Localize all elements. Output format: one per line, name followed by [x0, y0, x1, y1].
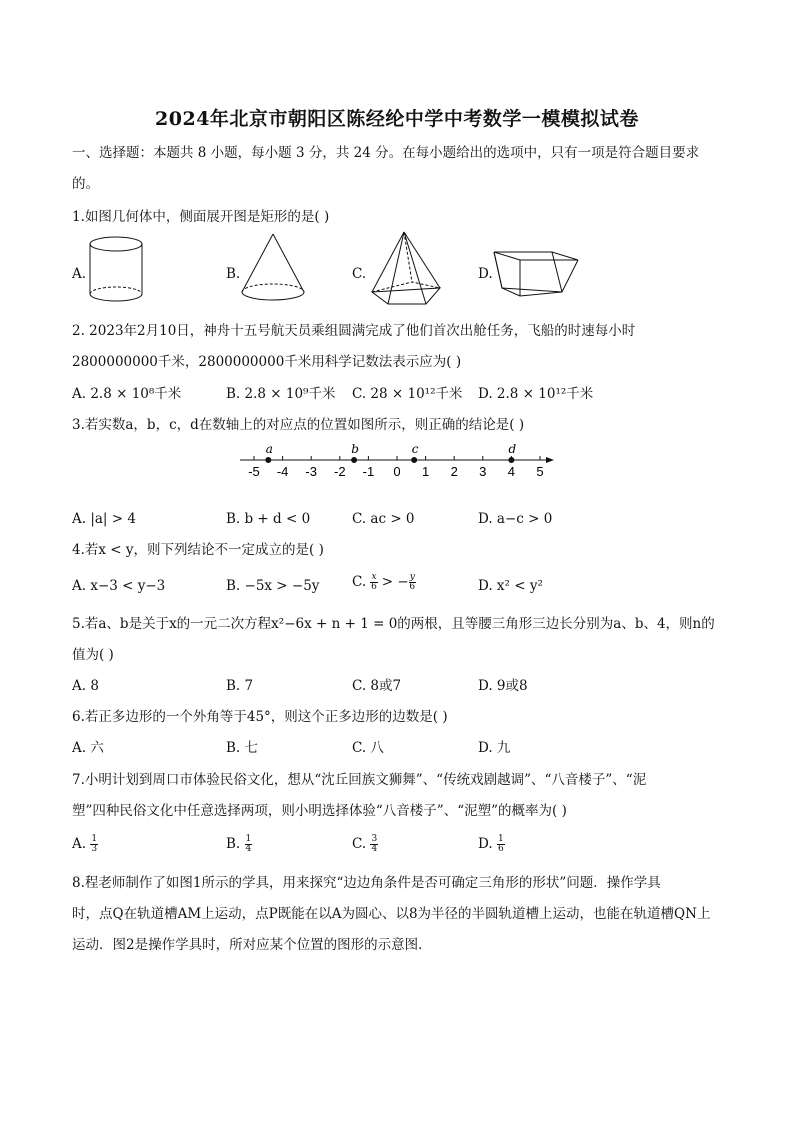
q4-frac-2: [409, 573, 416, 592]
q4-frac-2-num: y: [409, 572, 415, 582]
q1-stem: 1.如图几何体中，侧面展开图是矩形的是( ): [72, 209, 330, 225]
q7-option-c-label: C.: [352, 836, 367, 852]
q6-option-a: A. 六: [72, 740, 104, 756]
q7-option-a: [72, 834, 98, 854]
q7-b-num: 1: [245, 834, 252, 844]
number-line-point-label-a: a: [265, 442, 273, 456]
q2-option-a: A. 2.8 × 10⁸千米: [72, 386, 182, 402]
q7-option-a-frac: [90, 835, 98, 854]
q7-option-d: [478, 834, 505, 854]
number-line-point-label-c: c: [411, 442, 419, 456]
number-line-tick-label: -2: [334, 464, 346, 479]
q4-frac-2-den: 6: [409, 582, 416, 592]
q7-c-den: 4: [371, 844, 378, 854]
q1-option-c-label: C.: [352, 266, 367, 282]
q7-option-b-label: B.: [226, 836, 241, 852]
q1-option-a-label: A.: [72, 266, 87, 282]
q7-option-d-frac: [497, 835, 505, 854]
q7-a-den: 3: [91, 844, 98, 854]
number-line-tick-label: -4: [276, 464, 289, 479]
q5-option-c: C. 8或7: [352, 678, 402, 694]
q7-stem-line1: 7.小明计划到周口市体验民俗文化，想从“沈丘回族文狮舞”、“传统戏剧越调”、“八音楼子”、“泥: [72, 772, 647, 788]
q7-stem-line2: 塑”四种民俗文化中任意选择两项，则小明选择体验“八音楼子”、“泥塑”的概率为( ): [72, 803, 567, 819]
number-line: [236, 440, 566, 484]
cone-icon: [238, 232, 308, 308]
q5-option-b: B. 7: [226, 678, 254, 694]
q2-option-d: D. 2.8 × 10¹²千米: [478, 386, 594, 402]
q7-d-num: 1: [497, 834, 504, 844]
q4-option-c: [352, 572, 416, 592]
page-title: 2024年北京市朝阳区陈经纶中学中考数学一模模拟试卷: [155, 108, 639, 130]
q4-stem: 4.若x < y，则下列结论不一定成立的是( ): [72, 542, 324, 558]
number-line-tick-label: 5: [536, 464, 544, 479]
number-line-tick-label: 0: [393, 464, 401, 479]
q8-stem-line3: 运动．图2是操作学具时，所对应某个位置的图形的示意图．: [72, 937, 432, 953]
q7-option-c-frac: [370, 835, 378, 854]
q7-option-b: [226, 834, 252, 854]
q4-option-a: A. x−3 < y−3: [72, 578, 166, 594]
q4-option-d: D. x² < y²: [478, 578, 543, 594]
q5-stem-line2: 值为( ): [72, 647, 114, 663]
prism-icon: [492, 244, 584, 300]
number-line-tick-label: -1: [362, 464, 375, 479]
q6-option-d: D. 九: [478, 740, 511, 756]
number-line-arrow: [546, 457, 554, 463]
q4-option-b: B. −5x > −5y: [226, 578, 320, 594]
section-heading-cont: 的。: [72, 176, 99, 192]
section-heading: 一、选择题：本题共 8 小题，每小题 3 分，共 24 分。在每小题给出的选项中，只有一项是符合题目要求: [72, 145, 700, 161]
q3-option-a: A. |a| > 4: [72, 511, 136, 527]
q5-option-d: D. 9或8: [478, 678, 528, 694]
q6-option-b: B. 七: [226, 740, 259, 756]
q3-stem: 3.若实数a，b，c，d在数轴上的对应点的位置如图所示，则正确的结论是( ): [72, 417, 525, 433]
q2-stem-line1: 2. 2023年2月10日，神舟十五号航天员乘组圆满完成了他们首次出舱任务，飞船的时速每小时: [72, 323, 636, 339]
q2-stem-line2: 2800000000千米，2800000000千米用科学记数法表示应为( ): [72, 354, 462, 370]
q7-option-c: [352, 834, 378, 854]
q4-frac-1-den: 6: [371, 582, 377, 592]
number-line-point-b: [351, 457, 357, 463]
number-line-point-a: [265, 457, 271, 463]
q1-option-d-label: D.: [478, 266, 493, 282]
q8-stem-line1: 8.程老师制作了如图1所示的学具，用来探究“边边角条件是否可确定三角形的形状”问题．操作学具: [72, 875, 661, 891]
q5-stem-line1: 5.若a、b是关于x的一元二次方程x²−6x + n + 1 = 0的两根，且等腰三角形三边长分别为a、b、4，则n的: [72, 616, 715, 632]
q4-relation: > −: [377, 574, 409, 590]
q6-option-c: C. 八: [352, 740, 384, 756]
number-line-tick-label: 2: [450, 464, 458, 479]
q7-c-num: 3: [371, 834, 378, 844]
q4-frac-1: [370, 573, 377, 592]
q2-option-b: B. 2.8 × 10⁹千米: [226, 386, 336, 402]
q7-b-den: 4: [245, 844, 252, 854]
number-line-tick-label: 1: [421, 464, 430, 479]
number-line-tick-label: 4: [507, 464, 516, 479]
q3-option-b: B. b + d < 0: [226, 511, 311, 527]
q7-option-a-label: A.: [72, 836, 87, 852]
cylinder-icon: [86, 234, 146, 306]
q4-frac-1-num: x: [371, 572, 377, 582]
number-line-point-d: [508, 457, 514, 463]
q8-stem-line2: 时，点Q在轨道槽AM上运动，点P既能在以A为圆心、以8为半径的半圆轨道槽上运动，也能在轨道槽QN上: [72, 906, 711, 922]
number-line-point-label-d: d: [508, 442, 517, 456]
q5-option-a: A. 8: [72, 678, 99, 694]
q7-a-num: 1: [91, 834, 98, 844]
number-line-tick-label: -3: [305, 464, 317, 479]
q2-option-c: C. 28 × 10¹²千米: [352, 386, 463, 402]
number-line-tick-label: -5: [248, 464, 260, 479]
q7-d-den: 6: [497, 844, 504, 854]
q7-option-b-frac: [245, 835, 253, 854]
q3-option-c: C. ac > 0: [352, 511, 415, 527]
q7-option-d-label: D.: [478, 836, 493, 852]
q6-stem: 6.若正多边形的一个外角等于45°，则这个正多边形的边数是( ): [72, 709, 448, 725]
pyramid-icon: [366, 230, 446, 310]
number-line-point-label-b: b: [351, 442, 359, 456]
number-line-tick-label: 3: [479, 464, 487, 479]
number-line-point-c: [411, 457, 417, 463]
q1-option-b-label: B.: [226, 266, 241, 282]
q3-option-d: D. a−c > 0: [478, 511, 553, 527]
number-line-marks: [240, 442, 554, 479]
q4-option-c-label: C.: [352, 574, 367, 590]
